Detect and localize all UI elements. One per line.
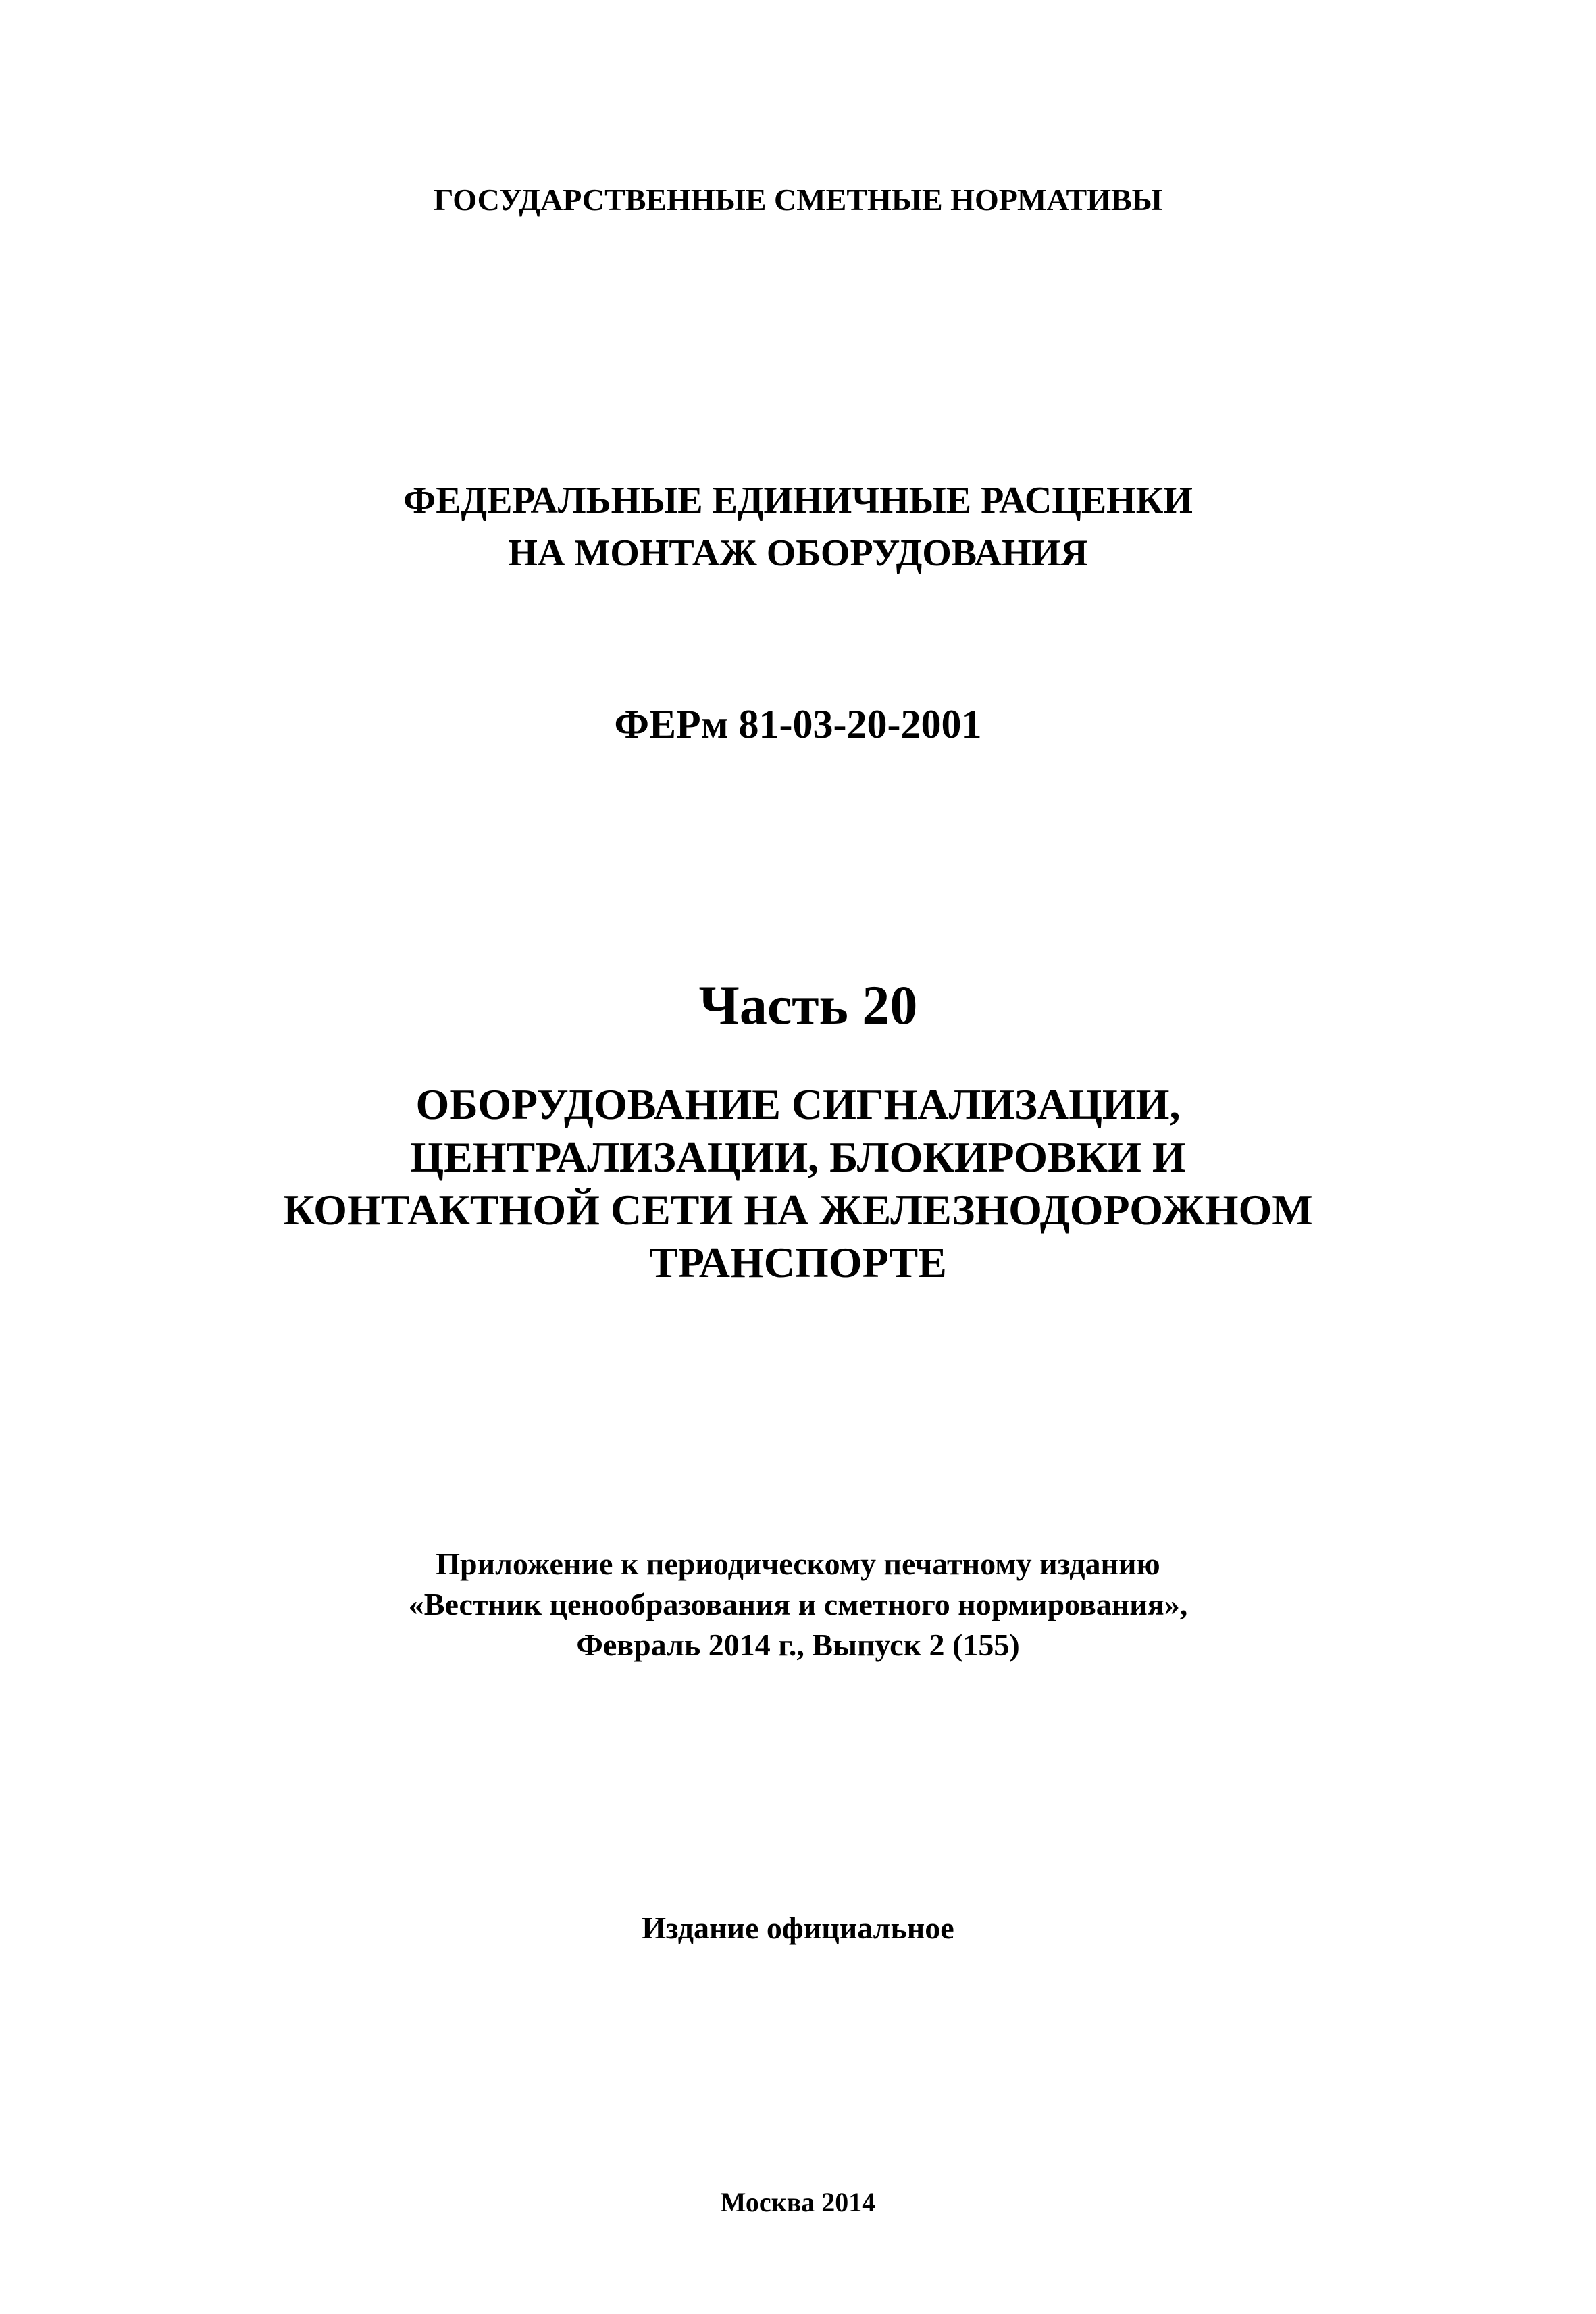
edition-line: Издание официальное: [642, 1911, 954, 1945]
city-year: [0, 2186, 1596, 2219]
appendix-note: [0, 1544, 1596, 1665]
city-year-line: Москва 2014: [720, 2187, 876, 2217]
appendix-line: «Вестник ценообразования и сметного нормирования»,: [408, 1587, 1188, 1621]
document-header: [0, 181, 1596, 219]
code-line: ФЕРм 81-03-20-2001: [614, 702, 982, 747]
document-code: [0, 699, 1596, 749]
subject-line: ТРАНСПОРТЕ: [649, 1238, 947, 1286]
part-heading: [10, 972, 1596, 1039]
part-subject: [0, 1078, 1596, 1289]
part-line: Часть 20: [698, 974, 918, 1036]
subject-line: КОНТАКТНОЙ СЕТИ НА ЖЕЛЕЗНОДОРОЖНОМ: [283, 1186, 1313, 1234]
edition-label: [0, 1909, 1596, 1947]
subject-line: ОБОРУДОВАНИЕ СИГНАЛИЗАЦИИ,: [415, 1080, 1181, 1128]
subject-line: ЦЕНТРАЛИЗАЦИИ, БЛОКИРОВКИ И: [410, 1133, 1186, 1181]
title-line: НА МОНТАЖ ОБОРУДОВАНИЯ: [508, 532, 1088, 574]
appendix-line: Приложение к периодическому печатному изданию: [436, 1546, 1160, 1581]
document-title: [0, 474, 1596, 580]
appendix-line: Февраль 2014 г., Выпуск 2 (155): [576, 1628, 1020, 1662]
title-line: ФЕДЕРАЛЬНЫЕ ЕДИНИЧНЫЕ РАСЦЕНКИ: [403, 480, 1193, 522]
header-line: ГОСУДАРСТВЕННЫЕ СМЕТНЫЕ НОРМАТИВЫ: [434, 182, 1162, 217]
